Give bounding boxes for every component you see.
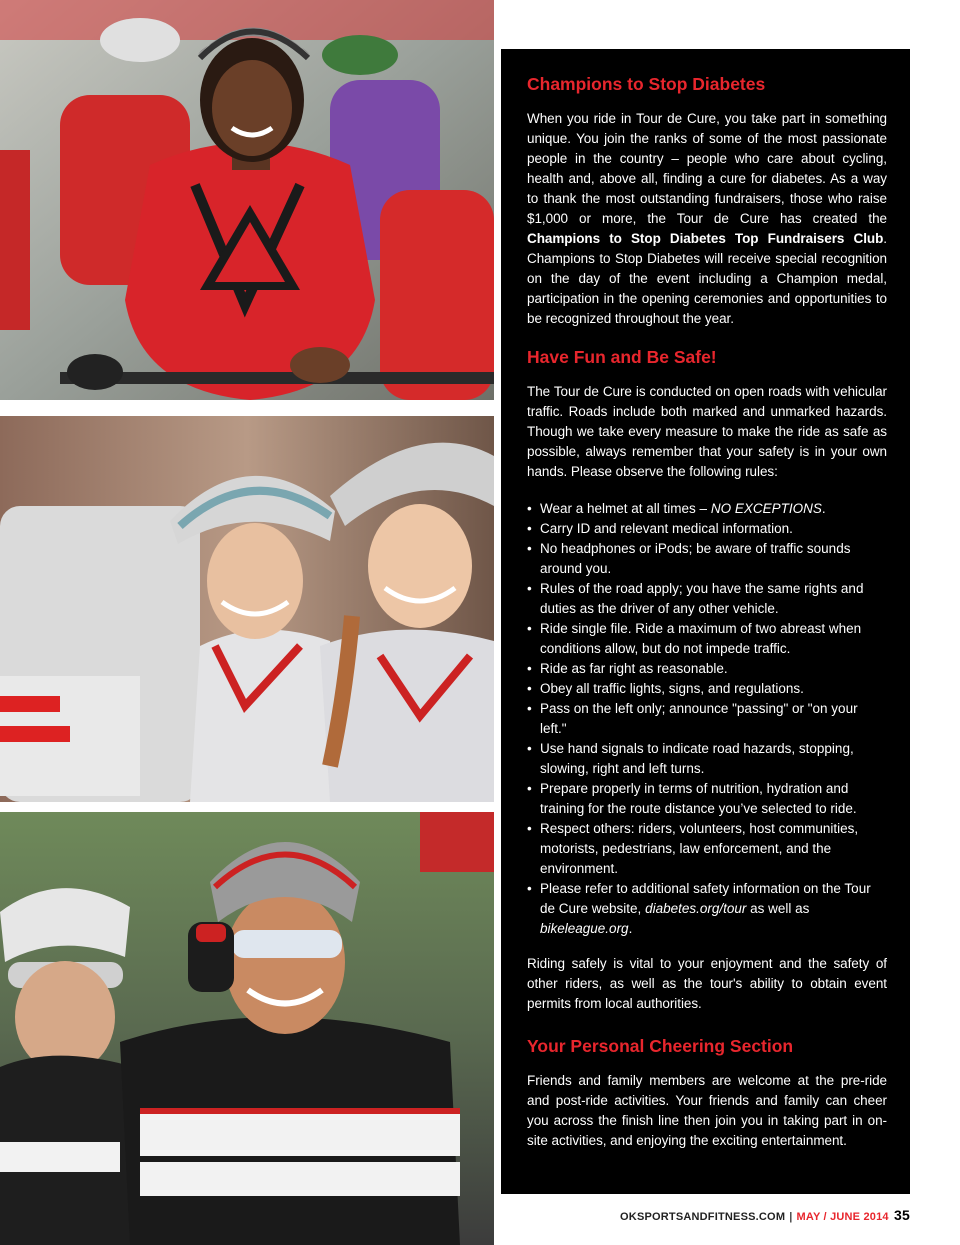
- rule-text: Wear a helmet at all times –: [540, 501, 711, 516]
- article-panel: [501, 49, 910, 1194]
- list-item: • Pass on the left only; announce "passing" or "on your left.": [527, 699, 887, 739]
- safety-closing: Riding safely is vital to your enjoyment and the safety of other riders, as well as the tour's ability to obtain event permits from local authorities.: [527, 956, 887, 1011]
- champions-text-start: When you ride in Tour de Cure, you take part in something unique. You join the ranks of some of the most passionate people in the country – people who care about cycling, health and, above all, finding a cure for diabetes. As a way to thank the most outstanding fundraisers, those who raise $1,000 or more, the Tour de Cure has created the: [527, 111, 887, 226]
- list-item: [527, 499, 887, 519]
- page-footer: [620, 1207, 910, 1223]
- section-heading-cheering: Your Personal Cheering Section: [527, 1036, 794, 1056]
- list-item: • No headphones or iPods; be aware of traffic sounds around you.: [527, 539, 887, 579]
- footer-site: OKSPORTSANDFITNESS.COM: [620, 1211, 786, 1223]
- safety-intro: The Tour de Cure is conducted on open roads with vehicular traffic. Roads include both marked and unmarked hazards. Though we take every measure to make the ride as safe as possible, always remember that your safety is in your own hands. Please observe the following rules:: [527, 384, 887, 479]
- photo-rider-red-jersey: [0, 0, 494, 400]
- rule-emphasis: NO EXCEPTIONS: [710, 501, 822, 516]
- photo-male-riders: [0, 812, 494, 1245]
- champions-paragraph: [527, 109, 887, 329]
- list-item: • Respect others: riders, volunteers, host communities, motorists, pedestrians, law enforcement, and the environment.: [527, 819, 887, 879]
- list-item: • Rules of the road apply; you have the same rights and duties as the driver of any other vehicle.: [527, 579, 887, 619]
- bikeleague-website-link[interactable]: bikeleague.org: [540, 921, 629, 936]
- rule-text: as well as: [746, 901, 810, 916]
- list-item: • Ride single file. Ride a maximum of two abreast when conditions allow, but do not impede traffic.: [527, 619, 887, 659]
- champions-club-name: Champions to Stop Diabetes Top Fundraisers Club: [527, 231, 884, 246]
- rule-text: .: [628, 921, 633, 936]
- list-item: [527, 879, 887, 939]
- list-item: • Ride as far right as reasonable.: [527, 659, 887, 679]
- rule-text: Please refer to additional safety information on the Tour de Cure website,: [540, 881, 871, 916]
- section-heading-champions: Champions to Stop Diabetes: [527, 74, 766, 94]
- list-item: • Use hand signals to indicate road hazards, stopping, slowing, right and left turns.: [527, 739, 887, 779]
- footer-issue: MAY / JUNE 2014: [796, 1211, 889, 1223]
- diabetes-website-link[interactable]: diabetes.org/tour: [645, 901, 747, 916]
- footer-separator: |: [789, 1211, 793, 1223]
- rule-text: .: [821, 501, 826, 516]
- list-item: • Obey all traffic lights, signs, and regulations.: [527, 679, 887, 699]
- champions-text-end: . Champions to Stop Diabetes will receive special recognition on the day of the event including a Champion medal, participation in the opening ceremonies and opportunities to be recognized throughout the year.: [527, 231, 887, 326]
- photo-two-women-riders: [0, 416, 494, 802]
- safety-rules-list: [527, 499, 887, 939]
- section-heading-safety: Have Fun and Be Safe!: [527, 347, 717, 367]
- page-number: 35: [894, 1207, 910, 1223]
- cheering-paragraph: Friends and family members are welcome at the pre-ride and post-ride activities. Your friends and family can cheer you across the finish line then join you in taking part in on-site activities, and enjoying the exciting entertainment.: [527, 1073, 887, 1148]
- list-item: • Carry ID and relevant medical information.: [527, 519, 887, 539]
- list-item: • Prepare properly in terms of nutrition, hydration and training for the route distance you’ve selected to ride.: [527, 779, 887, 819]
